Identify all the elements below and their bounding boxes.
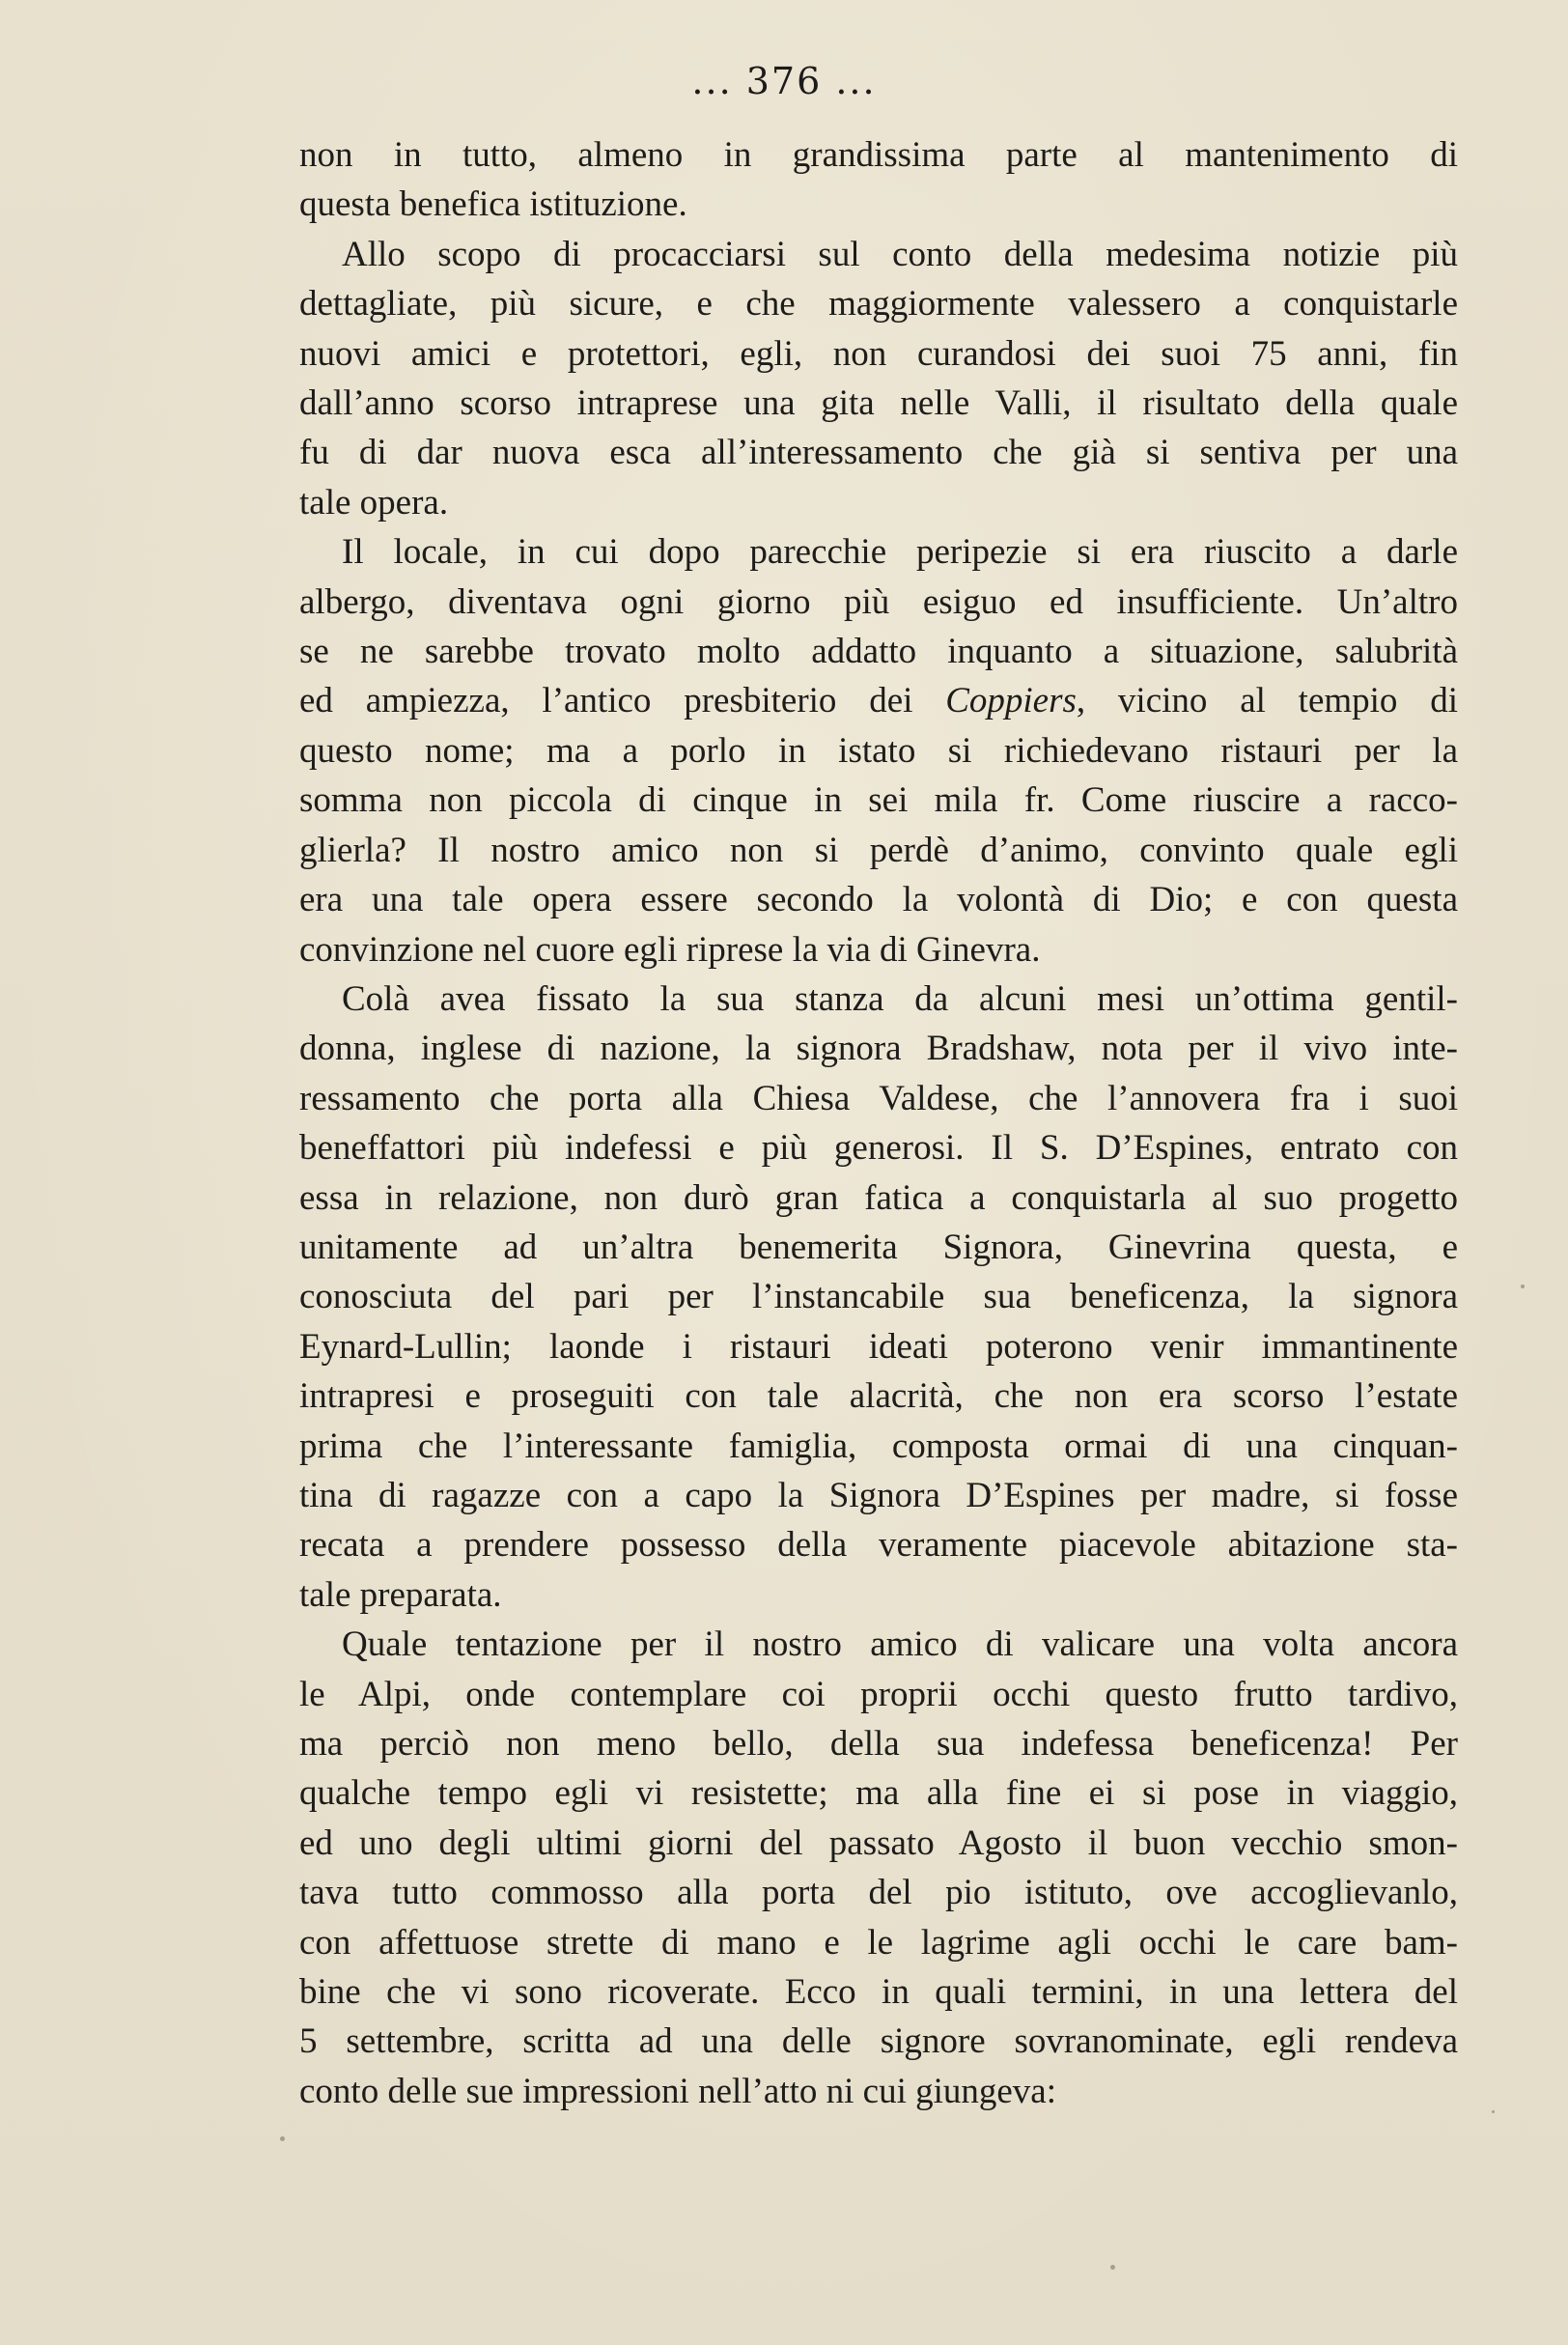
text-line: conosciuta del pari per l’instancabile sua beneficenza, la signora [299,1277,1458,1317]
text-line: beneffattori più indefessi e più generosi. Il S. D’Espines, entrato con [299,1128,1458,1169]
paragraph [299,1620,1458,2116]
text-line: Il locale, in cui dopo parecchie peripezie si era riuscito a darle [342,532,1458,573]
text-line: ressamento che porta alla Chiesa Valdese, che l’annovera fra i suoi [299,1078,1458,1118]
paragraph [299,527,1458,975]
text-line: prima che l’interessante famiglia, composta ormai di una cinquan- [299,1426,1458,1466]
text-line: glierla? Il nostro amico non si perdè d’animo, convinto quale egli [299,830,1458,870]
text-line: qualche tempo egli vi resistette; ma alla fine ei si pose in viaggio, [299,1773,1458,1814]
text-line: ma perciò non meno bello, della sua indefessa beneficenza! Per [299,1724,1458,1764]
paper-speck [1110,2265,1115,2270]
paragraph [299,975,1458,1620]
text-line: tale opera. [299,482,449,523]
text-line: se ne sarebbe trovato molto addatto inquanto a situazione, salubrità [299,632,1458,672]
text-line: recata a prendere possesso della veramente piacevole abitazione sta- [299,1525,1458,1566]
text-line: Quale tentazione per il nostro amico di valicare una volta ancora [342,1625,1458,1665]
text-line: questo nome; ma a porlo in istato si richiedevano ristauri per la [299,730,1458,771]
text-line: dall’anno scorso intraprese una gita nelle Valli, il risultato della quale [299,383,1458,424]
paragraph [299,230,1458,527]
paper-speck [1521,1285,1525,1288]
text-line: tina di ragazze con a capo la Signora D’Espines per madre, si fosse [299,1475,1458,1515]
text-line: ed ampiezza, l’antico presbiterio dei Coppiers, vicino al tempio di [299,681,1458,721]
text-line: fu di dar nuova esca all’interessamento che già si sentiva per una [299,433,1458,473]
text-line: non in tutto, almeno in grandissima parte al mantenimento di [299,135,1458,175]
text-line: conto delle sue impressioni nell’atto ni cui giungeva: [299,2071,1057,2111]
text-line: bine che vi sono ricoverate. Ecco in quali termini, in una lettera del [299,1972,1458,2013]
text-line: Colà avea fissato la sua stanza da alcuni mesi un’ottima gentil- [342,978,1458,1019]
text-line: ed uno degli ultimi giorni del passato Agosto il buon vecchio smon- [299,1822,1458,1863]
text-line: con affettuose strette di mano e le lagrime agli occhi le care bam- [299,1922,1458,1963]
text-line: era una tale opera essere secondo la volontà di Dio; e con questa [299,880,1458,920]
text-line: nuovi amici e protettori, egli, non curandosi dei suoi 75 anni, fin [299,333,1458,374]
text-line: unitamente ad un’altra benemerita Signora, Ginevrina questa, e [299,1227,1458,1267]
text-line: dettagliate, più sicure, e che maggiormente valessero a conquistarle [299,284,1458,325]
paragraph [299,130,1458,230]
text-line: le Alpi, onde contemplare coi proprii occhi questo frutto tardivo, [299,1674,1458,1714]
page-number: ... 376 ... [691,60,877,102]
text-line: Allo scopo di procacciarsi sul conto della medesima notizie più [342,234,1458,274]
paper-speck [1492,2110,1495,2113]
text-line: albergo, diventava ogni giorno più esiguo ed insufficiente. Un’altro [299,581,1458,622]
text-line: essa in relazione, non durò gran fatica a conquistarla al suo progetto [299,1177,1458,1218]
text-line: tava tutto commosso alla porta del pio istituto, ove accoglievanlo, [299,1873,1458,1913]
text-line: convinzione nel cuore egli riprese la via di Ginevra. [299,929,1041,970]
text-line: 5 settembre, scritta ad una delle signore sovranominate, egli rendeva [299,2021,1458,2062]
body-text [299,130,1458,2116]
text-line: donna, inglese di nazione, la signora Bradshaw, nota per il vivo inte- [299,1029,1458,1069]
text-line: somma non piccola di cinque in sei mila fr. Come riuscire a racco- [299,780,1458,821]
text-line: intrapresi e proseguiti con tale alacrità, che non era scorso l’estate [299,1376,1458,1417]
italic-term: Coppiers [945,681,1077,721]
text-line: questa benefica istituzione. [299,184,687,225]
text-line: Eynard-Lullin; laonde i ristauri ideati poterono venir immantinente [299,1326,1458,1367]
paper-speck [280,2136,285,2141]
text-line: tale preparata. [299,1574,502,1615]
